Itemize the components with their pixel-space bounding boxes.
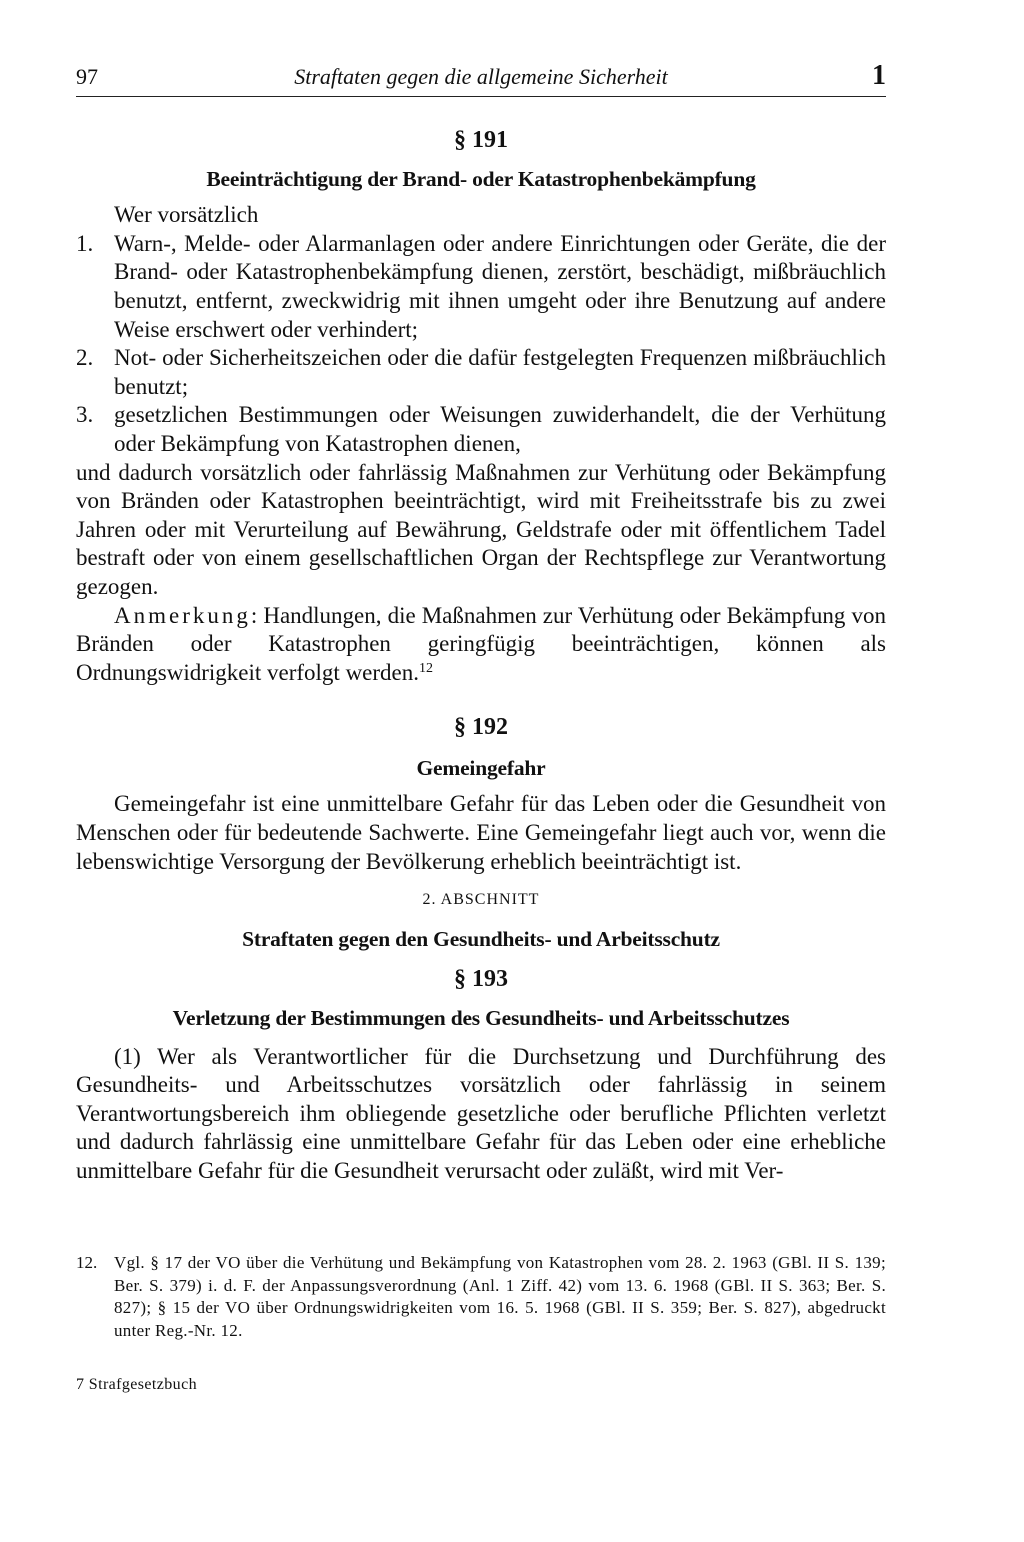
- note-text: : Handlungen, die Maßnahmen zur Verhütung oder Bekämpfung von Bränden oder Katastrophen geringfügig beeinträchtigen, können als Ordnungswidrigkeit verfolgt werden.: [76, 602, 886, 685]
- list-item: [76, 344, 886, 401]
- section-191-title: Beeinträchtigung der Brand- oder Katastrophenbekämpfung: [206, 166, 756, 191]
- running-title: Straftaten gegen die allgemeine Sicherheit: [294, 64, 668, 89]
- section-title: Straftaten gegen den Gesundheits- und Arbeitsschutz: [242, 926, 720, 951]
- section-193-heading: § 193: [454, 966, 508, 993]
- section-192-text: Gemeingefahr ist eine unmittelbare Gefahr für das Leben oder die Gesundheit von Menschen oder für bedeutende Sachwerte. Eine Gemeingefahr liegt auch vor, wenn die lebenswichtige Versorgung der Bevölkerung erheblich beeinträchtigt ist.: [76, 791, 886, 874]
- section-191-note: [76, 602, 886, 688]
- footnote-number: 12.: [76, 1253, 98, 1272]
- page-number: 97: [76, 64, 98, 89]
- list-item-number: 3.: [76, 402, 94, 428]
- list-item: [76, 401, 886, 458]
- section-193-title: Verletzung der Bestimmungen des Gesundheits- und Arbeitsschutzes: [172, 1006, 790, 1031]
- running-header: [76, 62, 886, 97]
- section-191-intro: Wer vorsätzlich: [114, 202, 259, 228]
- section-191-consequence: und dadurch vorsätzlich oder fahrlässig Maßnahmen zur Verhütung oder Bekämpfung von Bränden oder Katastrophen beeinträchtigt, wird mit Freiheitsstrafe bis zu zwei Jahren oder mit Verurteilung auf Bewährung, Geldstrafe oder mit öffentlichem Tadel bestraft oder von einem gesellschaftlichen Organ der Rechtspflege zur Verantwortung gezogen.: [76, 459, 886, 599]
- list-item-text: gesetzlichen Bestimmungen oder Weisungen zuwiderhandelt, die der Verhütung oder Bekämpfung von Katastrophen dienen,: [114, 402, 886, 456]
- footnote-reference: 12: [419, 660, 434, 676]
- list-item-number: 1.: [76, 230, 94, 256]
- footnote: [76, 1252, 886, 1342]
- printer-signature: 7 Strafgesetzbuch: [76, 1376, 197, 1393]
- note-label: Anmerkung: [114, 602, 251, 628]
- footnote-text: Vgl. § 17 der VO über die Verhütung und Bekämpfung von Katastrophen vom 28. 2. 1963 (GBl. II S. 139; Ber. S. 379) i. d. F. der Anpassungsverordnung (Anl. 1 Ziff. 42) vom 13. 6. 1968 (GBl. II S. 363; Ber. S. 827); § 15 der VO über Ordnungswidrigkeiten vom 16. 5. 1968 (GBl. II S. 359; Ber. S. 827), abgedruckt unter Reg.-Nr. 12.: [114, 1253, 886, 1340]
- section-label: 2. ABSCHNITT: [422, 891, 540, 909]
- list-item-number: 2.: [76, 345, 94, 371]
- list-item: [76, 230, 886, 344]
- section-193-text: (1) Wer als Verantwortlicher für die Durchsetzung und Durchführung des Gesundheits- und Arbeitsschutzes vorsätzlich oder fahrlässig in seinem Verantwortungsbereich ihm obliegende gesetzliche oder berufliche Pflichten verletzt und dadurch fahrlässig eine unmittelbare Gefahr für das Leben oder eine erhebliche unmittelbare Gefahr für die Gesundheit verursacht oder zuläßt, wird mit Ver-: [76, 1043, 886, 1183]
- list-item-text: Not- oder Sicherheitszeichen oder die dafür festgelegten Frequenzen mißbräuchlich benutzt;: [114, 345, 886, 399]
- list-item-text: Warn-, Melde- oder Alarmanlagen oder andere Einrichtungen oder Geräte, die der Brand- oder Katastrophenbekämpfung dienen, zerstört, beschädigt, mißbräuchlich benutzt, entfernt, zweckwidrig mit ihnen umgeht oder ihre Benutzung auf andere Weise erschwert oder verhindert;: [114, 230, 886, 342]
- chapter-number: 1: [872, 60, 886, 91]
- main-text: [76, 126, 886, 1186]
- section-191-heading: § 191: [454, 127, 508, 153]
- section-192-heading: § 192: [454, 714, 508, 741]
- section-192-title: Gemeingefahr: [416, 755, 546, 780]
